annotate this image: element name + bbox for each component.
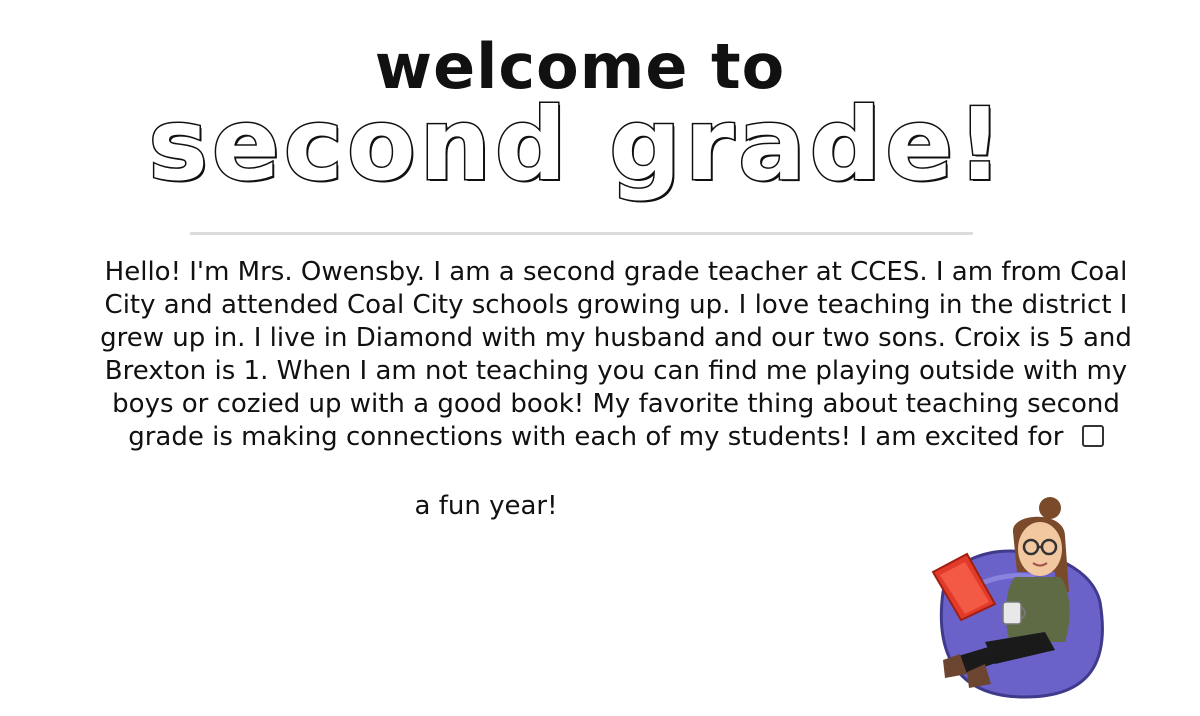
- page-title-second-grade: second grade!: [148, 86, 1007, 203]
- intro-paragraph: Hello! I'm Mrs. Owensby. I am a second grade teacher at CCES. I am from Coal City and attended Coal City schools growing up. I love teaching in the district I grew up in. I live in Diamond with my husband and our two sons. Croix is 5 and Brexton is 1. When I am not teaching you can find me playing outside with my boys or cozied up with a good book! My favorite thing about teaching second grade is making connections with each of my students! I am excited for: [100, 257, 1132, 452]
- intro-text: [86, 256, 1146, 454]
- bitmoji-reading-on-beanbag-icon: [915, 492, 1115, 702]
- intro-closing: a fun year!: [414, 491, 558, 521]
- page-title-welcome: welcome to: [374, 30, 786, 103]
- checkbox-icon[interactable]: [1082, 425, 1104, 447]
- divider: [190, 232, 973, 235]
